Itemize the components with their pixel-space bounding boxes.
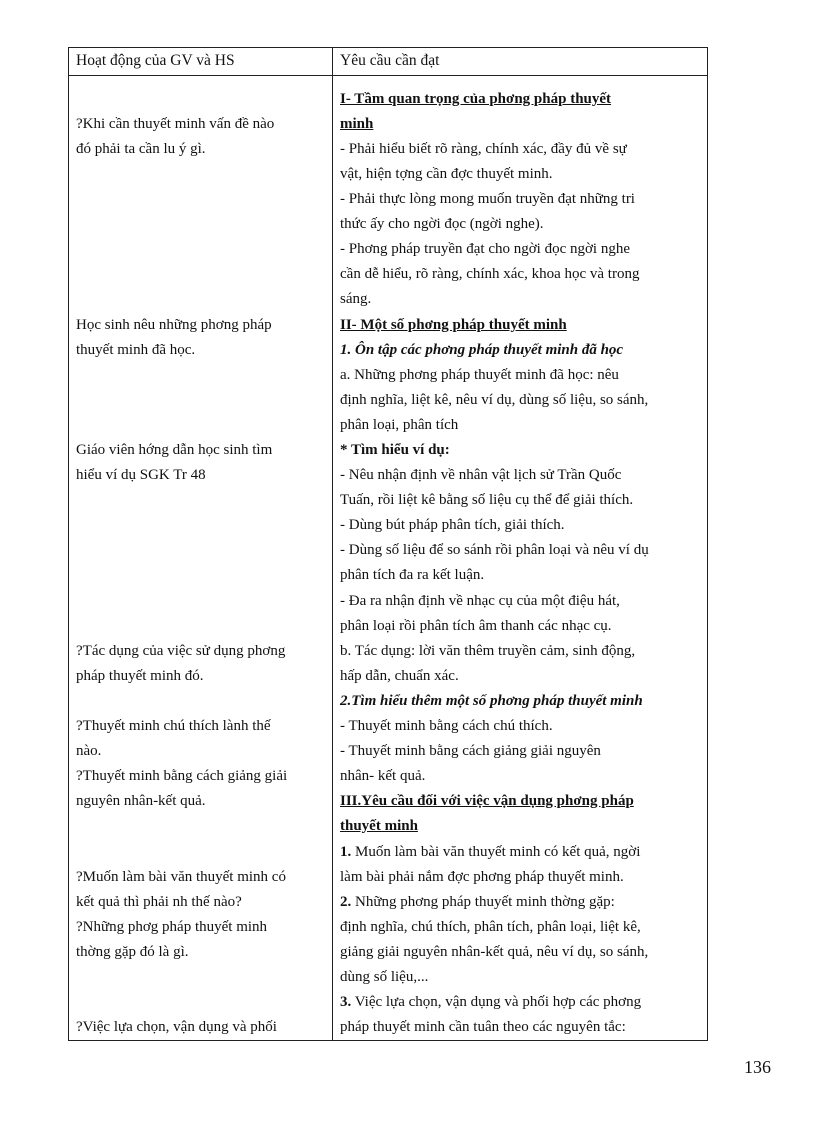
- right-line: - Dùng bút pháp phân tích, giải thích.: [340, 517, 565, 533]
- right-line: vật, hiện tợng cần đợc thuyết minh.: [340, 166, 553, 182]
- right-line: - Nêu nhận định về nhân vật lịch sử Trần Quốc: [340, 467, 622, 483]
- right-line: - Phải hiểu biết rõ ràng, chính xác, đầy đủ về sự: [340, 141, 627, 157]
- right-line: định nghĩa, chú thích, phân tích, phân loại, liệt kê,: [340, 919, 641, 935]
- left-line: ?Việc lựa chọn, vận dụng và phối: [76, 1019, 277, 1035]
- right-line: giảng giải nguyên nhân-kết quả, nêu ví dụ, so sánh,: [340, 944, 649, 960]
- right-line: [340, 893, 615, 911]
- right-line: - Thuyết minh bằng cách chú thích.: [340, 718, 553, 734]
- section-heading: II- Một số phơng pháp thuyết minh: [340, 317, 567, 333]
- left-line: kết quả thì phải nh thế nào?: [76, 894, 242, 910]
- column-divider: [332, 48, 333, 1040]
- right-line: [340, 993, 641, 1011]
- left-line: ?Khi cần thuyết minh vấn đề nào: [76, 116, 275, 132]
- right-line: dùng số liệu,...: [340, 969, 429, 985]
- right-line: - Phơng pháp truyền đạt cho ngời đọc ngời nghe: [340, 241, 630, 257]
- left-line: nào.: [76, 743, 102, 759]
- right-line: [340, 843, 640, 861]
- left-line: thờng gặp đó là gì.: [76, 944, 189, 960]
- left-line: nguyên nhân-kết quả.: [76, 793, 206, 809]
- item-number: 3.: [340, 994, 352, 1010]
- header-right: Yêu cầu cần đạt: [340, 52, 440, 69]
- section-heading: I- Tầm quan trọng của phơng pháp thuyết: [340, 91, 612, 107]
- item-text: Muốn làm bài văn thuyết minh có kết quả, ngời: [351, 844, 641, 860]
- right-line: - Phải thực lòng mong muốn truyền đạt những tri: [340, 191, 635, 207]
- header-left: Hoạt động của GV và HS: [76, 52, 235, 69]
- right-line: định nghĩa, liệt kê, nêu ví dụ, dùng số liệu, so sánh,: [340, 392, 649, 408]
- section-heading: thuyết minh: [340, 818, 418, 834]
- subsection-heading: 2.Tìm hiểu thêm một số phơng pháp thuyết minh: [340, 693, 643, 709]
- right-line: hấp dẫn, chuẩn xác.: [340, 668, 459, 684]
- left-line: Giáo viên hớng dẫn học sinh tìm: [76, 442, 273, 458]
- right-line: - Đa ra nhận định về nhạc cụ của một điệu hát,: [340, 593, 620, 609]
- item-number: 1.: [340, 844, 352, 860]
- right-line: - Dùng số liệu để so sánh rồi phân loại và nêu ví dụ: [340, 542, 649, 558]
- item-text: Việc lựa chọn, vận dụng và phối hợp các phơng: [351, 994, 642, 1010]
- right-line: phân tích đa ra kết luận.: [340, 567, 485, 583]
- subsection-heading: 1. Ôn tập các phơng pháp thuyết minh đã học: [340, 342, 624, 358]
- right-line: nhân- kết quả.: [340, 768, 426, 784]
- left-line: Học sinh nêu những phơng pháp: [76, 317, 272, 333]
- right-line: b. Tác dụng: lời văn thêm truyền cảm, sinh động,: [340, 643, 636, 659]
- lesson-table: [68, 47, 708, 1041]
- left-line: ?Thuyết minh chú thích lành thế: [76, 718, 271, 734]
- right-line: cần dễ hiểu, rõ ràng, chính xác, khoa học và trong: [340, 266, 640, 282]
- right-line: phân loại rồi phân tích âm thanh các nhạc cụ.: [340, 618, 612, 634]
- header-divider: [69, 75, 707, 76]
- item-number: 2.: [340, 894, 352, 910]
- right-line: sáng.: [340, 291, 372, 307]
- right-line: thức ấy cho ngời đọc (ngời nghe).: [340, 216, 544, 232]
- page-number: 136: [744, 1057, 771, 1077]
- left-line: thuyết minh đã học.: [76, 342, 196, 358]
- right-line: pháp thuyết minh cần tuân theo các nguyên tắc:: [340, 1019, 626, 1035]
- left-line: ?Tác dụng của việc sử dụng phơng: [76, 643, 286, 659]
- left-line: ?Thuyết minh bằng cách giảng giải: [76, 768, 288, 784]
- right-line: phân loại, phân tích: [340, 417, 459, 433]
- left-line: hiểu ví dụ SGK Tr 48: [76, 467, 206, 483]
- left-line: pháp thuyết minh đó.: [76, 668, 204, 684]
- left-line: đó phải ta cần lu ý gì.: [76, 141, 206, 157]
- item-text: Những phơng pháp thuyết minh thờng gặp:: [351, 894, 615, 910]
- left-line: ?Muốn làm bài văn thuyết minh có: [76, 869, 286, 885]
- section-heading: minh: [340, 116, 374, 132]
- right-line: làm bài phải nắm đợc phơng pháp thuyết minh.: [340, 869, 624, 885]
- example-heading: * Tìm hiểu ví dụ:: [340, 442, 450, 458]
- right-line: a. Những phơng pháp thuyết minh đã học: nêu: [340, 367, 619, 383]
- section-heading: III.Yêu cầu đối với việc vận dụng phơng pháp: [340, 793, 634, 809]
- right-line: Tuấn, rồi liệt kê bằng số liệu cụ thể để giải thích.: [340, 492, 634, 508]
- left-line: ?Những phơg pháp thuyết minh: [76, 919, 268, 935]
- right-line: - Thuyết minh bằng cách giảng giải nguyên: [340, 743, 601, 759]
